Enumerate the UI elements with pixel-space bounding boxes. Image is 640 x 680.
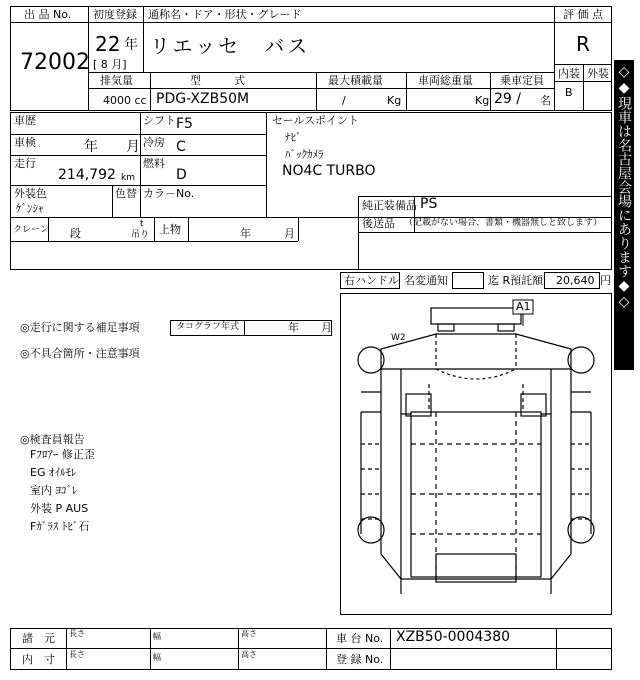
aftermarket-note: （記載がない場合、書類・機器無しと致します）: [404, 218, 603, 228]
color-value: ｹﾞﾝｼｬ: [16, 202, 44, 215]
inspector-note-2: EG ｵｲﾙﾓﾚ: [30, 466, 77, 479]
type-label: 型 式: [190, 74, 245, 87]
type-value: PDG-XZB50M: [156, 91, 250, 107]
first-reg-year: 22: [95, 32, 121, 56]
damage-mark-a1: A1: [516, 300, 531, 313]
inspection-value: 年 月: [84, 139, 140, 155]
spec-width-label: 幅: [153, 632, 161, 641]
inspector-note-5: Fｶﾞﾗｽ ﾄﾋﾞ石: [30, 520, 90, 533]
divider: [244, 320, 245, 336]
capacity-value: 29 /: [494, 91, 521, 107]
damage-mark-w2: W2: [391, 333, 406, 343]
lot-no-label: 出 品 No.: [24, 8, 72, 21]
divider: [556, 628, 557, 670]
year-unit: 年: [124, 37, 138, 53]
defects-label: ◎不具合箇所・注意事項: [20, 347, 140, 360]
spec-label: 諸 元: [22, 632, 55, 645]
divider: [10, 648, 612, 649]
inspector-note-4: 外装 P AUS: [30, 502, 89, 515]
divider: [88, 22, 554, 23]
shift-label: シフト: [143, 114, 176, 127]
upper-date: 年 月: [240, 227, 295, 240]
registration-label: 登 録 No.: [336, 653, 384, 666]
model-name: リエッセ バス: [150, 34, 311, 58]
divider: [406, 72, 407, 111]
divider: [140, 185, 141, 217]
reserve-label: 迄 R預託額: [488, 274, 544, 287]
dims-height-label: 高さ: [241, 650, 257, 659]
details-frame: [10, 112, 612, 270]
driving-notes-label: ◎走行に関する補足事項: [20, 321, 140, 334]
fuel-value: D: [176, 167, 187, 183]
spec-height-label: 高さ: [241, 629, 257, 638]
mileage-unit: km: [121, 173, 135, 183]
divider: [10, 185, 266, 186]
first-reg-label: 初度登録: [93, 8, 137, 21]
name-change-label: 名変通知: [404, 274, 448, 287]
max-load-kg: Kg: [387, 94, 402, 107]
inspection-label: 車検: [14, 136, 36, 149]
divider: [143, 6, 144, 72]
ac-value: C: [176, 139, 186, 155]
shift-value: F5: [176, 116, 193, 132]
history-label: 車歴: [14, 114, 36, 127]
interior-label: 内装: [558, 67, 580, 80]
divider: [298, 217, 299, 241]
crane-ton: t: [140, 219, 144, 229]
inspector-note-3: 室内 ﾖｺﾞﾚ: [30, 484, 78, 497]
location-banner-text: ◇◆現車は名古屋会場にあります◆◇: [616, 64, 632, 310]
genuine-value: PS: [420, 196, 438, 212]
bus-outline-svg: [341, 294, 611, 614]
divider: [140, 112, 141, 185]
color-change-label: 色替: [115, 187, 137, 200]
first-reg-month: [ 8 月]: [93, 58, 127, 71]
rating-label: 評 価 点: [563, 8, 603, 21]
max-load-value: /: [342, 94, 346, 107]
max-load-label: 最大積載量: [328, 74, 383, 87]
divider: [88, 88, 554, 89]
fuel-label: 燃料: [143, 157, 165, 170]
divider: [316, 72, 317, 111]
divider: [66, 628, 67, 670]
location-banner: [614, 60, 634, 370]
divider: [358, 196, 612, 197]
divider: [88, 72, 554, 73]
divider: [583, 64, 584, 111]
dims-label: 内 寸: [22, 653, 55, 666]
damage-diagram: [340, 293, 612, 615]
divider: [266, 112, 267, 217]
yen-unit: 円: [600, 274, 611, 287]
gross-weight-value: Kg: [475, 94, 490, 107]
divider: [10, 134, 266, 135]
divider: [10, 241, 298, 242]
chassis-label: 車 台 No.: [336, 632, 384, 645]
spec-length-label: 長さ: [69, 629, 85, 638]
divider: [326, 628, 327, 670]
divider: [390, 628, 391, 670]
mileage-label: 走行: [14, 157, 36, 170]
exterior-label: 外装: [587, 67, 609, 80]
divider: [554, 22, 612, 23]
divider: [188, 217, 189, 241]
divider: [358, 196, 359, 270]
tacho-date: 年 月: [288, 321, 332, 334]
sales-point-3: NO4C TURBO: [282, 163, 376, 179]
inspector-note-1: Fﾌﾛｱｰ 修正歪: [30, 448, 95, 461]
steering-value: 右ハンドル: [344, 274, 399, 287]
mileage-value: 214,792: [58, 167, 116, 183]
lot-number: 72002: [20, 50, 90, 75]
divider: [358, 232, 612, 233]
divider: [150, 628, 151, 670]
model-name-label: 通称名・ドア・形状・グレード: [148, 8, 302, 21]
divider: [490, 72, 491, 111]
sales-point-label: セールスポイント: [272, 114, 360, 127]
footer-frame: [10, 628, 612, 670]
crane-stage: 段: [70, 227, 81, 240]
capacity-label: 乗車定員: [500, 74, 544, 87]
crane-label: クレーン: [13, 225, 49, 235]
displacement-value: 4000 cc: [103, 94, 147, 107]
dims-width-label: 幅: [153, 653, 161, 662]
divider: [112, 185, 113, 217]
color-code-label: カラ－No.: [143, 187, 195, 200]
capacity-unit: 名: [540, 94, 551, 107]
gross-weight-label: 車両総重量: [418, 74, 473, 87]
sales-point-2: ﾊﾞｯｸｶﾒﾗ: [285, 148, 324, 161]
reserve-amount: 20,640: [556, 274, 595, 287]
divider: [10, 22, 88, 23]
displacement-label: 排気量: [100, 74, 133, 87]
ac-label: 冷房: [143, 136, 165, 149]
sales-point-1: ﾅﾋﾞ: [285, 131, 302, 144]
divider: [150, 72, 151, 111]
color-label: 外装色: [14, 187, 47, 200]
interior-score: B: [565, 86, 573, 99]
tacho-label: タコグラフ年式: [176, 322, 240, 332]
aftermarket-label: 後送品: [362, 217, 395, 230]
genuine-label: 純正装備品: [362, 199, 417, 212]
divider: [10, 155, 266, 156]
crane-hang: 吊り: [131, 230, 150, 240]
name-change-box: [452, 272, 484, 289]
rating-value: R: [576, 32, 590, 56]
divider: [154, 217, 155, 241]
divider: [238, 628, 239, 670]
inspector-report-label: ◎検査員報告: [20, 433, 85, 446]
chassis-number: XZB50-0004380: [396, 629, 511, 645]
upper-label: 上物: [159, 223, 181, 236]
dims-length-label: 長さ: [69, 650, 85, 659]
